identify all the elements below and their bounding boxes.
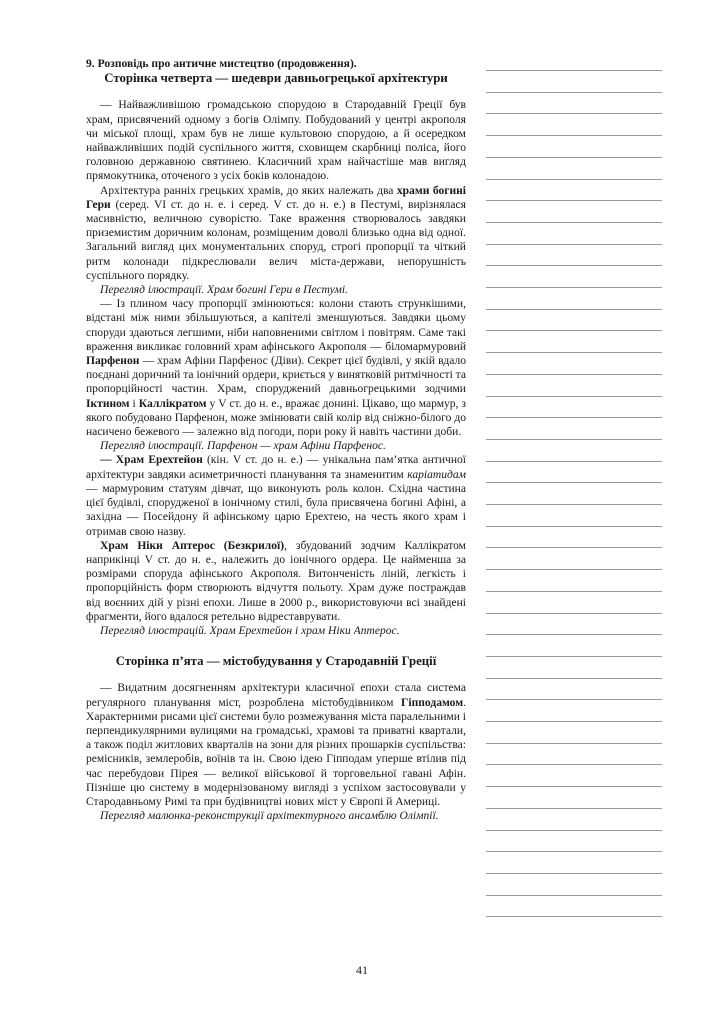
caption-parthenon: Перегляд ілюстрації. Парфенон — храм Афіни Парфенос.	[100, 440, 386, 453]
note-line	[486, 482, 662, 483]
paragraph-hippodamus: — Видатним досягненням архітектури класичної епохи стала система регулярного планування міст, розроблена містобудівником Гіпподамом. Характерними рисами цієї системи було розмежування міста паралельними і перпендикулярними вулицями на громадські, храмові та приватні квартали, а також поділ житлових кварталів на зони для різних прошарків суспільства: ремісників, землеробів, воїнів та ін. Свою ідею Гіпподам уперше втілив під час перебудови Пірея — великої військової й торговельної гавані Афін. Пізніше цю систему в модернізованому вигляді з успіхом застосовували у Стародавньому Римі та при будівництві нових міст у Європі й Америці.	[86, 682, 466, 808]
note-line	[486, 591, 662, 592]
lesson-step-heading: 9. Розповідь про античне мистецтво (продовження).	[86, 57, 357, 70]
note-line	[486, 678, 662, 679]
note-line	[486, 396, 662, 397]
note-line	[486, 439, 662, 440]
note-line	[486, 743, 662, 744]
paragraph-erechtheion: — Храм Ерехтейон (кін. V ст. до н. е.) — унікальна пам’ятка античної архітектури завдяки асиметричності планування та знаменитим каріатидам — мармуровим статуям дівчат, що виконують роль колон. Східна частина цієї будівлі, спорудженої в іонічному стилі, була присвячена богині Афіні, а західна — Посейдону й афінському царю Ерехтею, на честь якого храм і отримав свою назву.	[86, 454, 467, 538]
paragraph-nike-apteros: Храм Ніки Аптерос (Безкрилої), збудований зодчим Каллікратом наприкінці V ст. до н. е., належить до іонічного ордера. Це найменша за розмірами споруда афінського Акрополя. Витонченість ліній, легкість і пропорційність форм створюють відчуття польоту. Храм дуже постраждав від воєнних дій у різні епохи. Лише в 2000 р., використовуючи всі знайдені фрагменти, його вдалося ретельно відреставрувати.	[86, 539, 466, 623]
caption-erechtheion-nike: Перегляд ілюстрацій. Храм Ерехтейон і храм Ніки Аптерос.	[100, 624, 400, 637]
note-line	[486, 287, 662, 288]
note-line	[486, 656, 662, 657]
note-line	[486, 244, 662, 245]
note-line	[486, 417, 662, 418]
paragraph-hera-temples: Архітектура ранніх грецьких храмів, до яких належать два храми богині Гери (серед. VI ст. до н. е. і серед. V ст. до н. е.) в Пестумі, вирізнялася масивністю, величною суворістю. Таке враження створювалось завдяки приземистим доричним колонам, розміщеним доволі близько одна від одної. Загальний вигляд цих монументальних споруд, строгі пропорції та чіткий ритм колонади підкреслювали велич міста-держави, непорушність суспільного порядку.	[86, 184, 466, 282]
section-title-architecture: Сторінка четверта — шедеври давньогрецької архітектури	[104, 71, 448, 86]
note-line	[486, 157, 662, 158]
main-text-column	[86, 57, 466, 823]
note-line	[486, 179, 662, 180]
note-line	[486, 222, 662, 223]
note-line	[486, 113, 662, 114]
note-line	[486, 70, 662, 71]
note-line	[486, 873, 662, 874]
note-line	[486, 135, 662, 136]
caption-hera: Перегляд ілюстрації. Храм богині Гери в Пестумі.	[100, 284, 348, 297]
note-line	[486, 851, 662, 852]
note-line	[486, 352, 662, 353]
paragraph-temple-intro: — Найважливішою громадською спорудою в Стародавній Греції був храм, присвячений одному з богів Олімпу. Побудований у центрі акрополя чи міської площі, храм був не лише культовою спорудою, а й осередком найважливіших подій суспільного життя, сховищем скарбниці поліса, його головною державною святинею. Класичний храм найчастіше мав вигляд прямокутника, оточеного з усіх боків колонадою.	[86, 99, 466, 183]
note-line	[486, 699, 662, 700]
note-line	[486, 895, 662, 896]
note-line	[486, 808, 662, 809]
section-title-urban-planning: Сторінка п’ята — містобудування у Стародавній Греції	[115, 654, 437, 669]
note-line	[486, 830, 662, 831]
note-line	[486, 916, 662, 917]
note-line	[486, 569, 662, 570]
note-line	[486, 330, 662, 331]
note-line	[486, 92, 662, 93]
note-lines	[486, 70, 662, 930]
note-line	[486, 764, 662, 765]
note-line	[486, 200, 662, 201]
note-line	[486, 547, 662, 548]
note-line	[486, 613, 662, 614]
note-line	[486, 634, 662, 635]
note-line	[486, 786, 662, 787]
note-line	[486, 526, 662, 527]
note-line	[486, 461, 662, 462]
caption-olympia: Перегляд малюнка-реконструкції архітектурного ансамблю Олімпії.	[100, 810, 439, 823]
note-line	[486, 721, 662, 722]
page-number: 41	[356, 963, 368, 977]
note-line	[486, 374, 662, 375]
note-line	[486, 265, 662, 266]
paragraph-parthenon: — Із плином часу пропорції змінюються: колони стають стрункішими, відстані між ними збільшуються, а капітелі зменшуються. Завдяки цьому споруди здаються легшими, ніби наповненими світлом і повітрям. Саме такі враження викликає головний храм афінського Акрополя — біломармуровий Парфенон — храм Афіни Парфенос (Діви). Секрет цієї будівлі, у якій вдало поєднані доричний та іонічний ордери, криється у винятковій ритмічності та пропорційності частин. Храм, споруджений давньогрецькими зодчими Іктином і Каллікратом у V ст. до н. е., вражає донині. Цікаво, що мармур, з якого побудовано Парфенон, може змінювати свій колір від сніжно-білого до насичено бежевого — залежно від погоди, пори року й навіть частини доби.	[86, 298, 466, 439]
note-line	[486, 309, 662, 310]
note-line	[486, 504, 662, 505]
